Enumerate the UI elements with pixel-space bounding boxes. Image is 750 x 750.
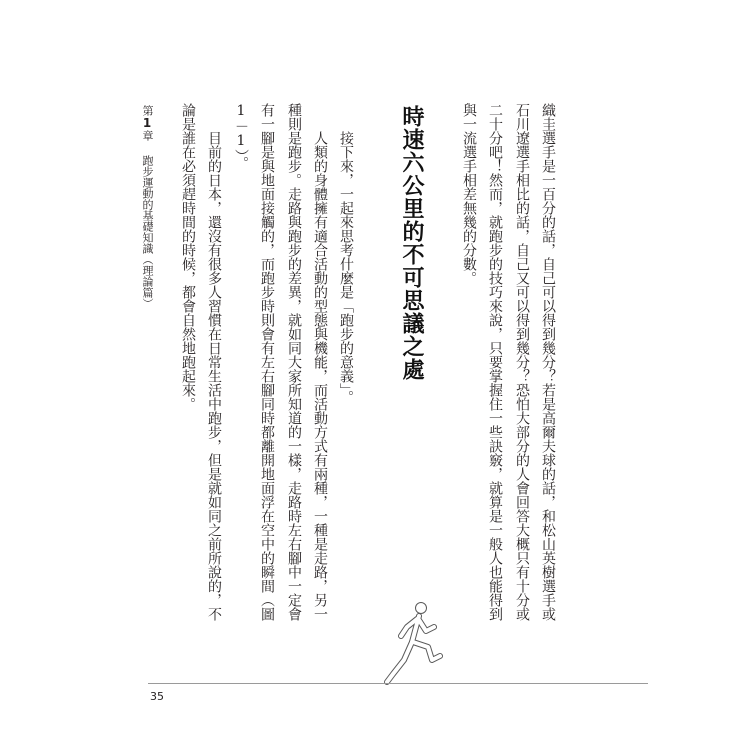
text-column: 目前的日本，還沒有很多人習慣在日常生活中跑步，但是就如同之前所說的，不 — [206, 131, 222, 621]
section-heading: 時速六公里的不可思議之處 — [399, 105, 424, 381]
footer-rule — [148, 683, 648, 684]
text-column: 織圭選手是一百分的話，自己可以得到幾分？若是高爾夫球的話，和松山英樹選手或 — [540, 103, 556, 621]
chapter-title: 跑步運動的基礎知識（理論篇） — [141, 155, 154, 309]
text-column: 與一流選手相差無幾的分數。 — [461, 103, 477, 285]
page-number: 35 — [150, 690, 164, 703]
text-column: 二十分吧！然而，就跑步的技巧來說，只要掌握住一些訣竅，就算是一般人也能得到 — [487, 103, 503, 621]
text-column: 1－1）。 — [233, 103, 249, 170]
text-column: 石川遼選手相比的話，自己又可以得到幾分？恐怕大部分的人會回答大概只有十分或 — [514, 103, 530, 621]
chapter-suffix: 章 — [141, 130, 154, 141]
runner-icon — [376, 598, 448, 686]
chapter-label — [142, 105, 153, 141]
text-column: 論是誰在必須趕時間的時候，都會自然地跑起來。 — [180, 103, 196, 411]
text-column: 有一腳是與地面接觸的，而跑步時則會有左右腳同時都離開地面浮在空中的瞬間（圖 — [259, 103, 275, 621]
chapter-number: 1 — [140, 116, 154, 130]
text-column: 種則是跑步。走路與跑步的差異，就如同大家所知道的一樣，走路時左右腳中一定會 — [286, 103, 302, 621]
text-column: 接下來，一起來思考什麼是「跑步的意義」。 — [338, 131, 354, 404]
chapter-prefix: 第 — [141, 105, 154, 116]
text-column: 人類的身體擁有適合活動的型態與機能，而活動方式有兩種，一種是走路，另一 — [312, 131, 328, 621]
